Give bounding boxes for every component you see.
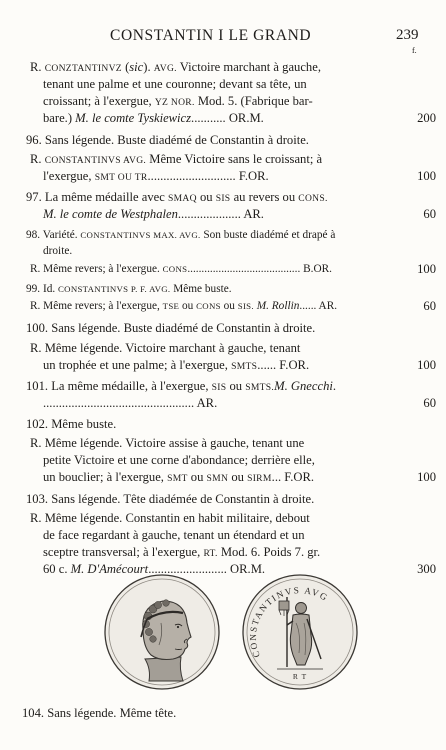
price-value: 60 — [423, 396, 436, 410]
entry-text: R. Même revers; à l'exergue, — [30, 300, 163, 312]
legend-text: SMAQ — [167, 193, 197, 204]
entry-line — [43, 526, 305, 544]
entry-text: 97. La même médaille avec — [26, 190, 168, 204]
legend-text: TSE — [162, 301, 180, 311]
entry-text: petite Victoire et une corne d'abondance; derrière elle, — [43, 453, 315, 467]
entry-text: ........... OR.M. — [191, 111, 264, 125]
entry-line — [43, 451, 315, 469]
entry-text: Même Victoire sans le croissant; à — [146, 152, 323, 166]
entry-line — [43, 468, 314, 488]
entry-text: 96. Sans légende. Buste diadémé de Constantin à droite. — [26, 133, 309, 147]
entry-text: R. Même revers; à l'exergue. — [30, 263, 163, 275]
entry-line — [30, 509, 310, 527]
entry-text: R. Même légende. Victoire assise à gauche, tenant une — [30, 436, 305, 450]
legend-text: SIRM — [247, 473, 272, 484]
running-title: CONSTANTIN I LE GRAND — [110, 27, 312, 44]
entry-line — [30, 260, 332, 278]
entry-text: Mod. 6. Poids 7. gr. — [217, 545, 321, 559]
price-value: 200 — [417, 111, 436, 125]
entry-text: ...... F.OR. — [257, 358, 310, 372]
entry-text: un trophée et une palme; à l'exergue, — [43, 358, 232, 372]
entry-text: R. — [30, 60, 42, 74]
legend-text: CONSTANTINVS P. F. AVG. — [58, 284, 171, 294]
entry-line — [43, 394, 217, 412]
collector-name: M. le comte Tyskiewicz — [75, 111, 192, 125]
entry-text: 101. La même médaille, à l'exergue, — [26, 379, 212, 393]
entry-text: ................................................ AR. — [43, 396, 218, 410]
price-value: 100 — [417, 169, 436, 183]
legend-text: CONS — [196, 301, 221, 311]
entry-104: 104. Sans légende. Même tête. — [22, 706, 177, 720]
entry-text: ...... AR. — [299, 300, 338, 312]
collector-name: M. Gnecchi — [274, 379, 333, 393]
entry-text: R. Même légende. Constantin en habit militaire, debout — [30, 511, 310, 525]
legend-text: RT. — [203, 548, 218, 559]
legend-text: SIS — [211, 382, 227, 393]
entry-line — [26, 226, 335, 244]
entry-text: Son buste diadémé et drapé à — [200, 229, 336, 241]
entry-text: un bouclier; à l'exergue, — [43, 470, 168, 484]
coin-obverse-image — [103, 573, 221, 691]
entry-text: .................... AR. — [177, 207, 264, 221]
legend-text: CONSTANTINVS MAX. AVG. — [80, 230, 201, 240]
entry-text: ou — [228, 470, 248, 484]
collector-name: M. D'Amécourt — [70, 562, 149, 576]
entry-line — [43, 205, 264, 223]
price-value: 60 — [423, 207, 436, 221]
legend-text: SIS. — [237, 301, 254, 311]
entry-text: ou — [226, 379, 246, 393]
price-value: 300 — [417, 562, 436, 576]
coin-reverse-exergue: R T — [292, 672, 308, 681]
entry-text: ......................... OR.M. — [148, 562, 266, 576]
page-number: 239 — [396, 27, 419, 43]
legend-text: CONSTANTINVS AVG. — [44, 155, 147, 166]
legend-text: CONZTANTINVZ — [44, 63, 122, 74]
legend-text: SMTS — [231, 361, 258, 372]
entry-text: croissant; à l'exergue, — [43, 94, 155, 108]
entry-text: Mod. 5. (Fabrique bar- — [194, 94, 313, 108]
entry-line — [43, 167, 269, 187]
legend-text: YZ NOR. — [154, 97, 195, 108]
price-value: 60 — [423, 299, 436, 313]
entry-line — [43, 242, 72, 260]
entry-text: 60 c. — [43, 562, 71, 576]
signature-mark: f. — [412, 46, 417, 55]
entry-text: R. — [30, 152, 42, 166]
entry-text: de face regardant à gauche, tenant un étendard et un — [43, 528, 305, 542]
entry-text: ou — [179, 300, 197, 312]
entry-text: Même buste. — [170, 283, 232, 295]
entry-line — [43, 109, 264, 127]
entry-text: . — [332, 379, 337, 393]
entry-text: 102. Même buste. — [26, 417, 117, 431]
entry-line — [26, 415, 116, 433]
legend-text: SMN — [206, 473, 229, 484]
entry-text: 98. Variété. — [26, 229, 81, 241]
entry-text: 99. Id. — [26, 283, 59, 295]
legend-text: CONS. — [298, 193, 328, 204]
entry-text: ... F.OR. — [271, 470, 315, 484]
legend-text: SIS — [215, 193, 231, 204]
entry-text: ( — [121, 60, 130, 74]
entry-line — [43, 75, 307, 93]
legend-text: SMTS. — [245, 382, 275, 393]
entry-text: ou — [187, 470, 207, 484]
entry-text: Victoire marchant à gauche, — [176, 60, 321, 74]
entry-line — [26, 131, 309, 149]
entry-line — [26, 490, 314, 508]
entry-text: ............................ F.OR. — [147, 169, 269, 183]
entry-text: ou — [220, 300, 238, 312]
entry-text: 100. Sans légende. Buste diadémé de Constantin à droite. — [26, 321, 316, 335]
entry-text: ). — [143, 60, 154, 74]
entry-text: droite. — [43, 245, 73, 257]
entry-text: 103. Sans légende. Tête diadémée de Constantin à droite. — [26, 492, 315, 506]
coin-reverse-legend: CONSTANTINVS AVG — [247, 585, 331, 659]
entry-line — [43, 356, 309, 376]
entry-text: R. Même légende. Victoire marchant à gauche, tenant — [30, 341, 301, 355]
entry-line — [26, 280, 232, 298]
legend-text: SMT OU TR — [94, 172, 148, 183]
legend-text: CONS — [162, 264, 188, 274]
entry-line — [30, 434, 304, 452]
collector-name: M. Rollin — [256, 300, 300, 312]
legend-text: SMT — [167, 473, 188, 484]
entry-text: ........................................ B.OR. — [187, 263, 332, 275]
price-value: 100 — [417, 358, 436, 372]
entry-text: l'exergue, — [43, 169, 95, 183]
entry-text: bare.) — [43, 111, 76, 125]
coin-reverse-image — [241, 573, 359, 691]
price-value: 100 — [417, 262, 436, 276]
price-value: 100 — [417, 470, 436, 484]
collector-name: M. le comte de Westphalen — [43, 207, 178, 221]
entry-line — [30, 297, 337, 315]
entry-text: au revers ou — [230, 190, 299, 204]
legend-text: AVG. — [153, 63, 177, 74]
entry-text: tenant une palme et une couronne; devant sa tête, un — [43, 77, 307, 91]
entry-line — [30, 339, 300, 357]
page-header — [0, 27, 446, 55]
entry-text: ou — [196, 190, 216, 204]
collector-name: sic — [129, 60, 144, 74]
entry-text: sceptre transversal; à l'exergue, — [43, 545, 204, 559]
entry-line — [26, 319, 315, 337]
